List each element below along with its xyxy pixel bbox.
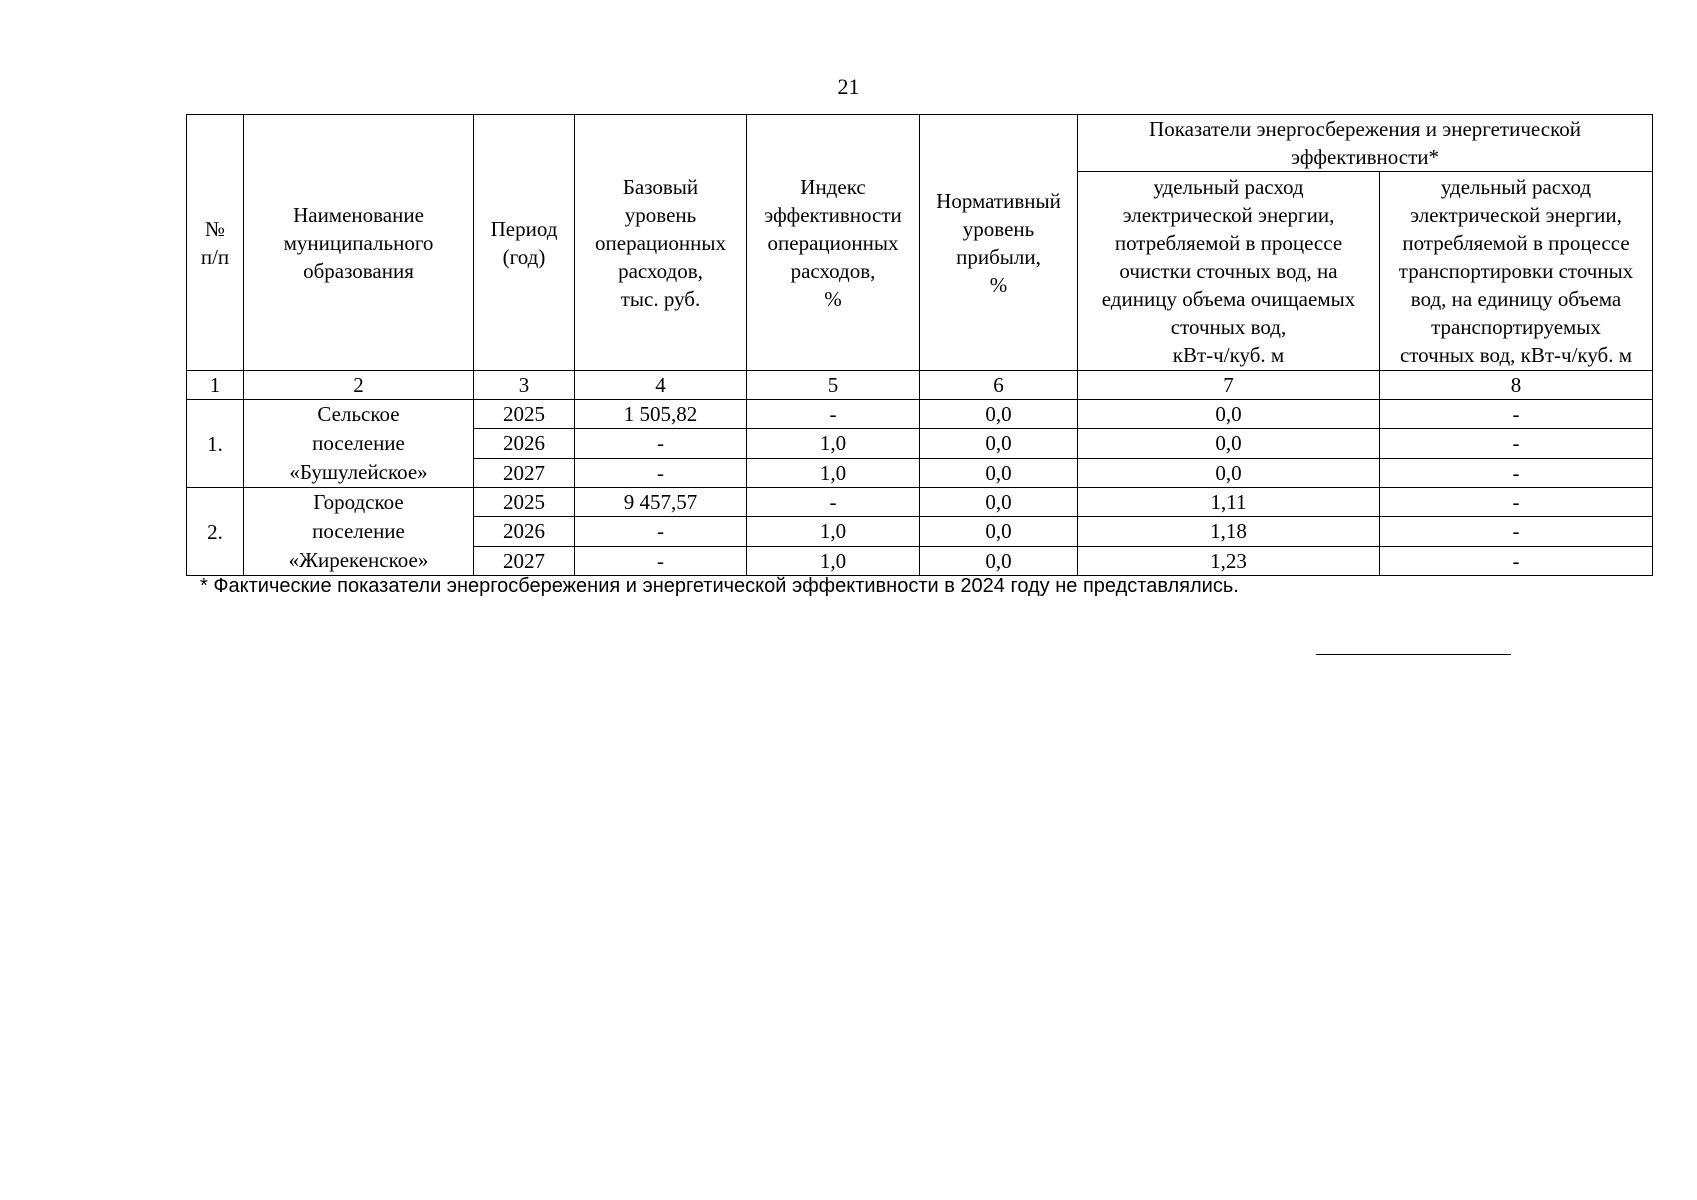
period-year: 2027 [474, 546, 575, 575]
profit-level-value: 0,0 [920, 400, 1078, 429]
base-level-value: - [575, 546, 747, 575]
header-energy-transport: удельный расход электрической энергии, потребляемой в процессе транспортировки сточных вод, на единицу объема транспортируемых сточных вод, кВт-ч/куб. м [1380, 172, 1653, 371]
column-number: 6 [920, 371, 1078, 400]
energy-cleaning-value: 1,18 [1078, 517, 1380, 546]
energy-transport-value: - [1380, 429, 1653, 458]
column-number: 4 [575, 371, 747, 400]
header-base-level: Базовый уровень операционных расходов, тыс. руб. [575, 115, 747, 371]
base-level-value: 1 505,82 [575, 400, 747, 429]
energy-cleaning-value: 0,0 [1078, 400, 1380, 429]
header-energy-cleaning: удельный расход электрической энергии, потребляемой в процессе очистки сточных вод, на единицу объема очищаемых сточных вод, кВт-ч/куб. м [1078, 172, 1380, 371]
efficiency-index-value: 1,0 [747, 429, 920, 458]
profit-level-value: 0,0 [920, 546, 1078, 575]
base-level-value: - [575, 429, 747, 458]
efficiency-index-value: - [747, 400, 920, 429]
energy-cleaning-value: 0,0 [1078, 429, 1380, 458]
column-number: 5 [747, 371, 920, 400]
energy-cleaning-value: 0,0 [1078, 458, 1380, 487]
profit-level-value: 0,0 [920, 488, 1078, 517]
profit-level-value: 0,0 [920, 458, 1078, 487]
separator-line [1316, 654, 1511, 655]
energy-cleaning-value: 1,23 [1078, 546, 1380, 575]
efficiency-index-value: 1,0 [747, 517, 920, 546]
header-period: Период (год) [474, 115, 575, 371]
efficiency-index-value: 1,0 [747, 458, 920, 487]
municipality-name: Сельское поселение «Бушулейское» [244, 400, 474, 488]
energy-transport-value: - [1380, 400, 1653, 429]
period-year: 2026 [474, 429, 575, 458]
row-number: 2. [187, 488, 244, 576]
base-level-value: - [575, 458, 747, 487]
column-number-row [187, 371, 1653, 400]
row-number: 1. [187, 400, 244, 488]
energy-cleaning-value: 1,11 [1078, 488, 1380, 517]
period-year: 2026 [474, 517, 575, 546]
page-number: 21 [837, 74, 860, 99]
header-row-top [187, 115, 1653, 172]
municipality-name: Городское поселение «Жирекенское» [244, 488, 474, 576]
table-row [187, 488, 1653, 517]
header-efficiency-index: Индекс эффективности операционных расходов, % [747, 115, 920, 371]
header-num: № п/п [187, 115, 244, 371]
base-level-value: 9 457,57 [575, 488, 747, 517]
energy-transport-value: - [1380, 458, 1653, 487]
table-row [187, 400, 1653, 429]
column-number: 3 [474, 371, 575, 400]
header-municipality: Наименование муниципального образования [244, 115, 474, 371]
efficiency-index-value: 1,0 [747, 546, 920, 575]
column-number: 1 [187, 371, 244, 400]
column-number: 8 [1380, 371, 1653, 400]
efficiency-index-value: - [747, 488, 920, 517]
energy-transport-value: - [1380, 488, 1653, 517]
column-number: 2 [244, 371, 474, 400]
footnote: * Фактические показатели энергосбережения и энергетической эффективности в 2024 году не представлялись. [200, 575, 1239, 597]
period-year: 2025 [474, 488, 575, 517]
energy-transport-value: - [1380, 517, 1653, 546]
period-year: 2027 [474, 458, 575, 487]
tariff-indicators-table [186, 114, 1653, 576]
header-profit-level: Нормативный уровень прибыли, % [920, 115, 1078, 371]
period-year: 2025 [474, 400, 575, 429]
header-energy-group: Показатели энергосбережения и энергетической эффективности* [1078, 115, 1653, 172]
base-level-value: - [575, 517, 747, 546]
profit-level-value: 0,0 [920, 517, 1078, 546]
profit-level-value: 0,0 [920, 429, 1078, 458]
column-number: 7 [1078, 371, 1380, 400]
energy-transport-value: - [1380, 546, 1653, 575]
